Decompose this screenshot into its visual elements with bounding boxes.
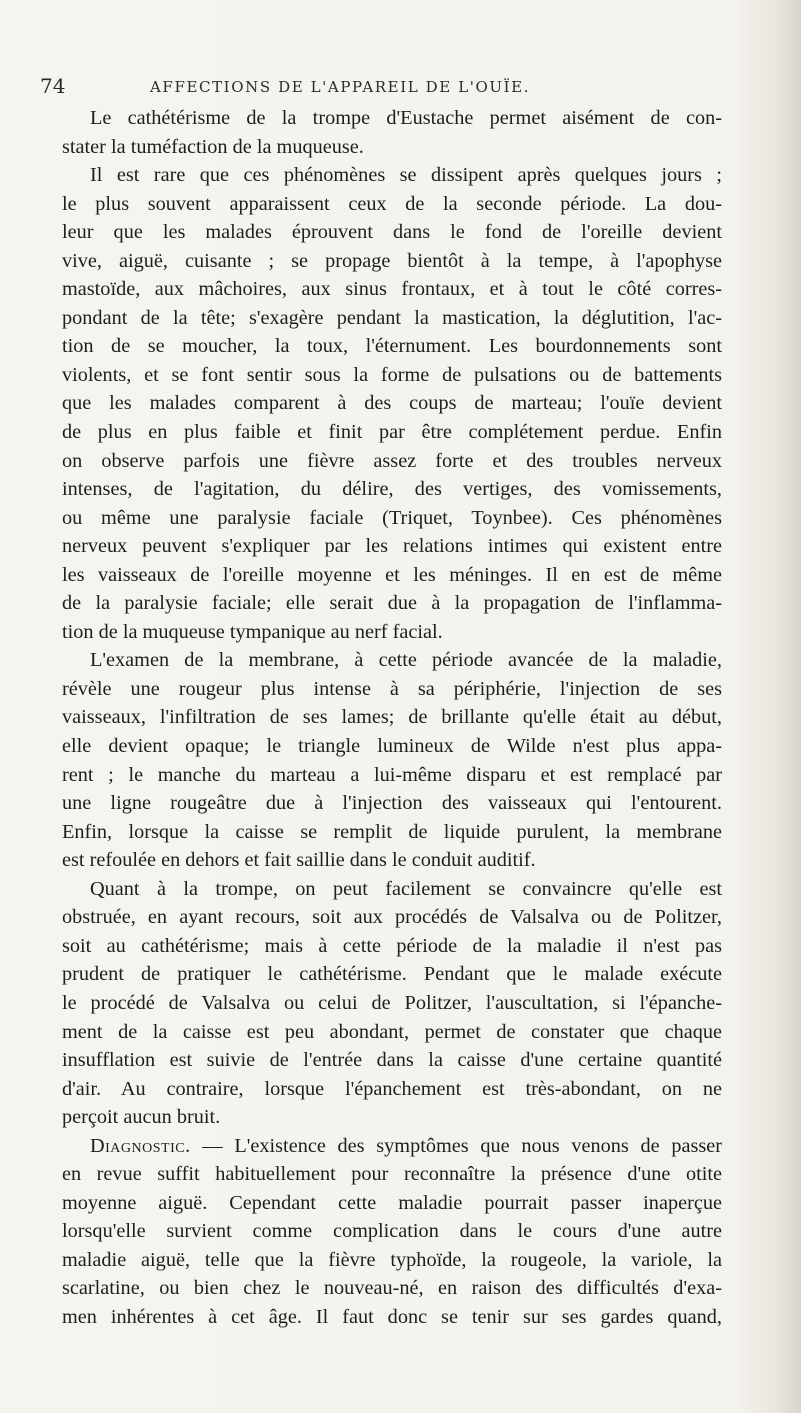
text-line: rent ; le manche du marteau a lui-même disparu et est remplacé par bbox=[62, 763, 722, 786]
page-header bbox=[40, 70, 720, 96]
text-line: de plus en plus faible et finit par être complétement perdue. Enfin bbox=[62, 421, 722, 444]
text-line: on observe parfois une fièvre assez forte et des troubles nerveux bbox=[62, 449, 722, 472]
text-line: L'examen de la membrane, à cette période avancée de la maladie, bbox=[90, 649, 722, 672]
text-line: leur que les malades éprouvent dans le fond de l'oreille devient bbox=[62, 221, 722, 244]
text-line: le procédé de Valsalva ou celui de Politzer, l'auscultation, si l'épanche- bbox=[62, 991, 722, 1014]
text-line: ment de la caisse est peu abondant, permet de constater que chaque bbox=[62, 1020, 722, 1043]
text-line: moyenne aiguë. Cependant cette maladie pourrait passer inaperçue bbox=[62, 1191, 722, 1214]
text-line: elle devient opaque; le triangle lumineux de Wilde n'est plus appa- bbox=[62, 735, 722, 758]
text-line: est refoulée en dehors et fait saillie dans le conduit auditif. bbox=[62, 849, 536, 872]
text-line: tion de se moucher, la toux, l'éternument. Les bourdonnements sont bbox=[62, 335, 722, 358]
text-line: Enfin, lorsque la caisse se remplit de liquide purulent, la membrane bbox=[62, 820, 722, 843]
text-line: vaisseaux, l'infiltration de ses lames; de brillante qu'elle était au début, bbox=[62, 706, 722, 729]
text-line: soit au cathétérisme; mais à cette période de la maladie il n'est pas bbox=[62, 934, 722, 957]
text-line: mastoïde, aux mâchoires, aux sinus frontaux, et à tout le côté corres- bbox=[62, 278, 722, 301]
text-line: violents, et se font sentir sous la forme de pulsations ou de battements bbox=[62, 363, 722, 386]
text-line: Quant à la trompe, on peut facilement se convaincre qu'elle est bbox=[90, 877, 722, 900]
text-line: que les malades comparent à des coups de marteau; l'ouïe devient bbox=[62, 392, 722, 415]
text-line: obstruée, en ayant recours, soit aux procédés de Valsalva ou de Politzer, bbox=[62, 906, 722, 929]
text-line: nerveux peuvent s'expliquer par les relations intimes qui existent entre bbox=[62, 535, 722, 558]
text-line-fragment: — L'existence des symptômes que nous venons de passer bbox=[190, 1134, 722, 1157]
text-line: perçoit aucun bruit. bbox=[62, 1106, 221, 1129]
text-line: de la paralysie faciale; elle serait due à la propagation de l'inflamma- bbox=[62, 592, 722, 615]
text-line: tion de la muqueuse tympanique au nerf facial. bbox=[62, 620, 443, 643]
text-line: men inhérentes à cet âge. Il faut donc se tenir sur ses gardes quand, bbox=[62, 1305, 722, 1328]
text-line: prudent de pratiquer le cathétérisme. Pendant que le malade exécute bbox=[62, 963, 722, 986]
text-line: pondant de la tête; s'exagère pendant la mastication, la déglutition, l'ac- bbox=[62, 306, 722, 329]
text-line: intenses, de l'agitation, du délire, des vertiges, des vomissements, bbox=[62, 478, 722, 501]
text-line: en revue suffit habituellement pour reconnaître la présence d'une otite bbox=[62, 1163, 722, 1186]
text-line: une ligne rougeâtre due à l'injection des vaisseaux qui l'entourent. bbox=[62, 792, 722, 815]
text-line: scarlatine, ou bien chez le nouveau-né, en raison des difficultés d'exa- bbox=[62, 1277, 722, 1300]
page-number: 74 bbox=[40, 74, 66, 98]
text-line: ou même une paralysie faciale (Triquet, Toynbee). Ces phénomènes bbox=[62, 506, 722, 529]
text-line: maladie aiguë, telle que la fièvre typhoïde, la rougeole, la variole, la bbox=[62, 1248, 722, 1271]
body-text bbox=[62, 104, 722, 1332]
running-head: AFFECTIONS DE L'APPAREIL DE L'OUÏE. bbox=[150, 78, 531, 96]
text-line: Il est rare que ces phénomènes se dissipent après quelques jours ; bbox=[90, 164, 722, 187]
diagnostic-first-line bbox=[62, 1132, 722, 1161]
text-line: d'air. Au contraire, lorsque l'épanchement est très-abondant, on ne bbox=[62, 1077, 722, 1100]
text-line: les vaisseaux de l'oreille moyenne et les méninges. Il en est de même bbox=[62, 563, 722, 586]
text-line: Le cathétérisme de la trompe d'Eustache permet aisément de con- bbox=[90, 107, 722, 129]
text-line: révèle une rougeur plus intense à sa périphérie, l'injection de ses bbox=[62, 677, 722, 700]
text-line: vive, aiguë, cuisante ; se propage bientôt à la tempe, à l'apophyse bbox=[62, 249, 722, 272]
text-line: stater la tuméfaction de la muqueuse. bbox=[62, 135, 364, 158]
text-line: insufflation est suivie de l'entrée dans la caisse d'une certaine quantité bbox=[62, 1049, 722, 1072]
text-line: lorsqu'elle survient comme complication dans le cours d'une autre bbox=[62, 1220, 722, 1243]
text-line: le plus souvent apparaissent ceux de la seconde période. La dou- bbox=[62, 192, 722, 215]
section-lead-diagnostic: Diagnostic. bbox=[90, 1134, 191, 1157]
